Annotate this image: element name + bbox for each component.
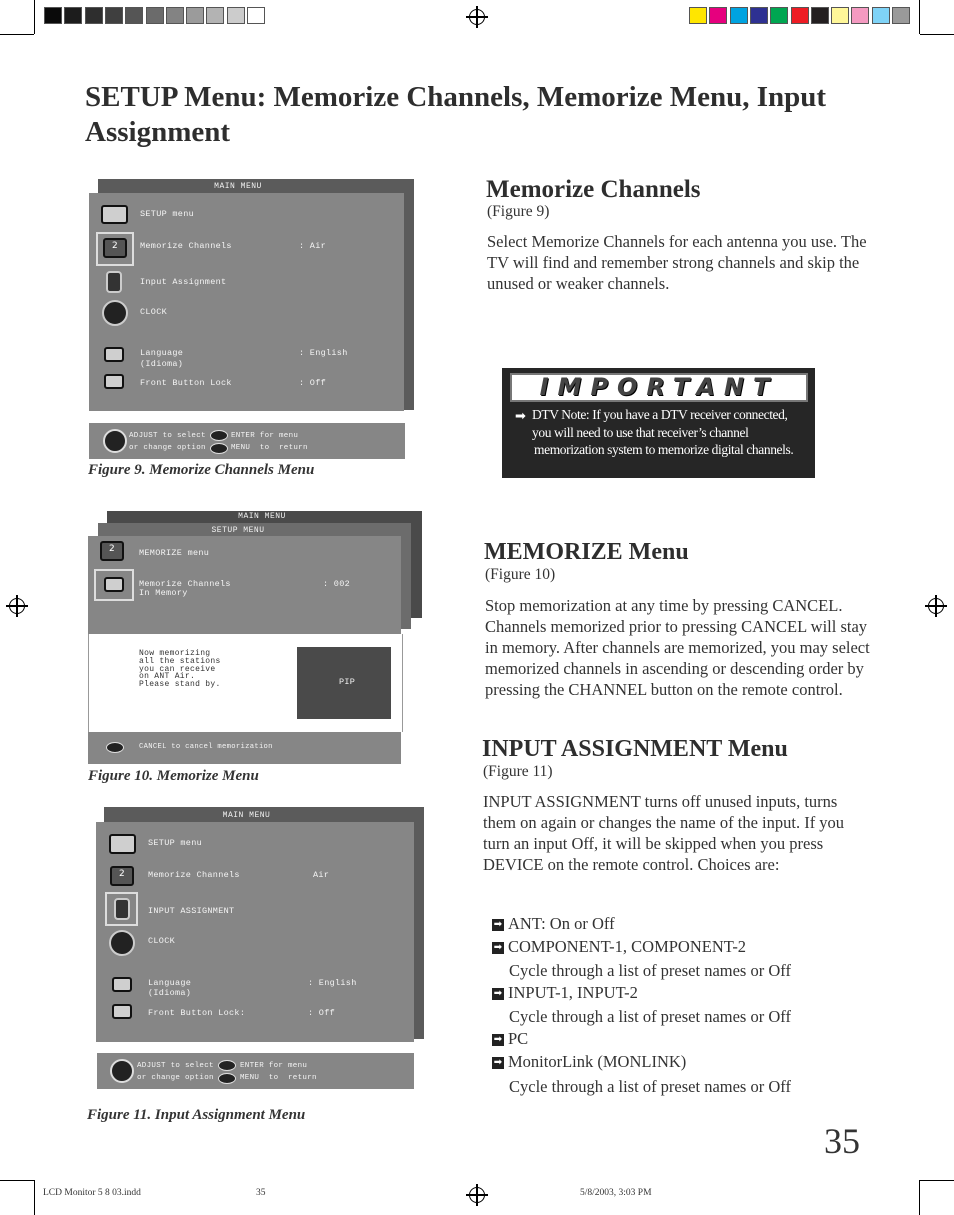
figure11-help-adjust: ADJUST to select xyxy=(137,1062,214,1070)
registration-mark-top xyxy=(469,9,485,25)
figure10-message: Now memorizing all the stations you can receive on ANT Air. Please stand by. xyxy=(139,649,221,690)
important-note-line3: memorization system to memorize digital channels. xyxy=(534,442,794,457)
figure9-memorize-channels[interactable]: Memorize Channels xyxy=(140,241,232,251)
process-swatch xyxy=(730,7,748,24)
figure11-front-lock-value: : Off xyxy=(308,1008,336,1018)
choice-input-detail: Cycle through a list of preset names or Off xyxy=(509,1007,791,1026)
figure11-clock[interactable]: CLOCK xyxy=(148,936,176,946)
dpad-icon xyxy=(103,429,127,453)
page-title: SETUP Menu: Memorize Channels, Memorize Menu, Input Assignment xyxy=(85,81,827,148)
figure11-main-menu-title: MAIN MENU xyxy=(222,811,271,820)
crop-mark-br-h xyxy=(920,1180,954,1181)
figure11-caption: Figure 11. Input Assignment Menu xyxy=(87,1107,306,1123)
updown-icon xyxy=(106,271,122,293)
cancel-button-icon xyxy=(106,742,124,753)
arrow-icon: ➡ xyxy=(493,988,503,999)
figure9-help-change: or change option xyxy=(129,444,206,452)
figure11-language-sub: (Idioma) xyxy=(148,988,192,998)
figure9-language-value: : English xyxy=(299,348,348,358)
figure11-help-menu: MENU to return xyxy=(240,1074,317,1082)
lock-icon xyxy=(112,1004,140,1026)
arrow-icon: ➡ xyxy=(493,919,503,930)
process-swatch xyxy=(851,7,869,24)
process-swatch xyxy=(831,7,849,24)
figure9-language[interactable]: Language xyxy=(140,348,184,358)
gray-swatch xyxy=(64,7,82,24)
figure9-input-assignment[interactable]: Input Assignment xyxy=(140,277,227,287)
enter-button-icon xyxy=(218,1060,236,1071)
clock-icon xyxy=(109,930,135,956)
crop-mark-tl-h xyxy=(0,34,34,35)
figure11-language-value: : English xyxy=(308,978,357,988)
important-box xyxy=(502,368,815,478)
arrow-icon: ➡ xyxy=(493,1057,503,1068)
figure9-clock[interactable]: CLOCK xyxy=(140,307,168,317)
important-note-line1: DTV Note: If you have a DTV receiver connected, xyxy=(532,407,788,422)
registration-mark-right xyxy=(928,598,944,614)
tv-icon xyxy=(101,205,129,227)
figure10-pip-label: PIP xyxy=(339,677,356,687)
memorize-channels-figure-ref: (Figure 9) xyxy=(487,203,550,220)
choice-ant: ANT: On or Off xyxy=(508,914,615,933)
crop-mark-bl-v xyxy=(34,1180,35,1215)
crop-mark-bl-h xyxy=(0,1180,34,1181)
dpad-icon xyxy=(110,1059,134,1083)
gray-swatch xyxy=(146,7,164,24)
language-icon xyxy=(112,977,140,999)
footer-file: LCD Monitor 5 8 03.indd xyxy=(43,1188,141,1198)
language-icon xyxy=(104,347,132,369)
choice-pc: PC xyxy=(508,1029,529,1048)
arrow-icon: ➡ xyxy=(515,409,526,424)
memorize-channels-body: Select Memorize Channels for each antenna you use. The TV will find and remember strong channels and skip the unused or weaker channels. xyxy=(487,232,867,293)
menu-button-icon xyxy=(218,1073,236,1084)
figure11-input-assignment[interactable]: INPUT ASSIGNMENT xyxy=(148,906,235,916)
channel-icon: 2 xyxy=(100,541,128,563)
updown-icon xyxy=(114,898,130,920)
process-swatch xyxy=(750,7,768,24)
gray-swatch xyxy=(105,7,123,24)
clock-icon xyxy=(102,300,128,326)
memory-icon xyxy=(104,577,132,599)
tv-icon xyxy=(109,834,137,856)
gray-swatch xyxy=(166,7,184,24)
figure11-front-lock[interactable]: Front Button Lock: xyxy=(148,1008,246,1018)
figure10-caption: Figure 10. Memorize Menu xyxy=(88,768,259,784)
channel-icon: 2 xyxy=(103,238,131,260)
figure9-help-enter: ENTER for menu xyxy=(231,432,299,440)
process-swatch xyxy=(709,7,727,24)
input-assignment-figure-ref: (Figure 11) xyxy=(483,763,553,780)
footer-date: 5/8/2003, 3:03 PM xyxy=(580,1188,652,1198)
process-swatch xyxy=(791,7,809,24)
figure10-channels-in-memory-sub: In Memory xyxy=(139,588,188,598)
figure10-setup-menu-title: SETUP MENU xyxy=(211,526,265,535)
figure9-main-menu-title: MAIN MENU xyxy=(214,182,262,191)
important-banner: IMPORTANT xyxy=(510,373,808,402)
crop-mark-tr-h xyxy=(920,34,954,35)
footer-sheet: 35 xyxy=(256,1188,266,1198)
gray-swatch xyxy=(44,7,62,24)
figure9-front-lock[interactable]: Front Button Lock xyxy=(140,378,232,388)
gray-swatch xyxy=(206,7,224,24)
process-swatch xyxy=(872,7,890,24)
figure11-help-change: or change option xyxy=(137,1074,214,1082)
important-note xyxy=(532,406,812,459)
figure10-channels-value: : 002 xyxy=(323,579,351,589)
choice-monitorlink: MonitorLink (MONLINK) xyxy=(508,1052,687,1071)
process-swatch xyxy=(770,7,788,24)
registration-mark-bottom xyxy=(469,1187,485,1203)
choice-input: INPUT-1, INPUT-2 xyxy=(508,983,638,1002)
arrow-icon: ➡ xyxy=(493,942,503,953)
choice-component: COMPONENT-1, COMPONENT-2 xyxy=(508,937,747,956)
figure10-main-menu-title: MAIN MENU xyxy=(238,512,286,521)
memorize-menu-figure-ref: (Figure 10) xyxy=(485,566,556,583)
figure11-help-enter: ENTER for menu xyxy=(240,1062,308,1070)
figure9-front-lock-value: : Off xyxy=(299,378,327,388)
memorize-menu-heading: MEMORIZE Menu xyxy=(484,539,689,565)
gray-swatch xyxy=(247,7,265,24)
gray-swatch xyxy=(85,7,103,24)
figure10-channels-in-memory[interactable]: Memorize Channels xyxy=(139,579,231,589)
lock-icon xyxy=(104,374,132,396)
memorize-channels-heading: Memorize Channels xyxy=(486,176,701,203)
figure9-memorize-value: : Air xyxy=(299,241,327,251)
figure11-setup-menu: SETUP menu xyxy=(148,838,203,848)
figure9-help-menu: MENU to return xyxy=(231,444,308,452)
process-swatch xyxy=(689,7,707,24)
arrow-icon: ➡ xyxy=(493,1034,503,1045)
choice-component-detail: Cycle through a list of preset names or Off xyxy=(509,961,791,980)
choice-monitorlink-detail: Cycle through a list of preset names or Off xyxy=(509,1077,791,1096)
memorize-menu-body: Stop memorization at any time by pressing CANCEL. Channels memorized prior to pressing CANCEL will stay in memory. After channels are memorized, you may select memorized channels in ascending or descending order by pressing the CHANNEL button on the remote control. xyxy=(485,596,870,699)
crop-mark-tl-v xyxy=(34,0,35,34)
figure10-cancel-help: CANCEL to cancel memorization xyxy=(139,743,273,751)
figure9-caption: Figure 9. Memorize Channels Menu xyxy=(88,462,315,478)
menu-button-icon xyxy=(210,443,228,454)
process-swatch xyxy=(892,7,910,24)
figure9-setup-menu: SETUP menu xyxy=(140,209,195,219)
page-number: 35 xyxy=(824,1121,860,1161)
gray-swatch xyxy=(186,7,204,24)
registration-mark-left xyxy=(9,598,25,614)
crop-mark-br-v xyxy=(919,1180,920,1215)
gray-swatch xyxy=(125,7,143,24)
figure10-memorize-menu: MEMORIZE menu xyxy=(139,548,210,558)
input-assignment-heading: INPUT ASSIGNMENT Menu xyxy=(482,736,788,762)
figure11-memorize-channels[interactable]: Memorize Channels xyxy=(148,870,240,880)
process-swatch xyxy=(811,7,829,24)
figure11-language[interactable]: Language xyxy=(148,978,192,988)
figure9-help-adjust: ADJUST to select xyxy=(129,432,206,440)
figure9-help-bar xyxy=(89,423,405,459)
gray-swatch xyxy=(227,7,245,24)
crop-mark-tr-v xyxy=(919,0,920,34)
figure11-memorize-value: Air xyxy=(313,870,330,880)
figure11-help-bar xyxy=(97,1053,414,1089)
enter-button-icon xyxy=(210,430,228,441)
figure9-language-sub: (Idioma) xyxy=(140,359,184,369)
channel-icon: 2 xyxy=(110,866,138,888)
input-assignment-body: INPUT ASSIGNMENT turns off unused inputs, turns them on again or changes the name of the input. If you turn an input Off, it will be skipped when you press DEVICE on the remote control. Choices are: xyxy=(483,792,845,874)
important-note-line2: you will need to use that receiver’s channel xyxy=(532,424,749,440)
